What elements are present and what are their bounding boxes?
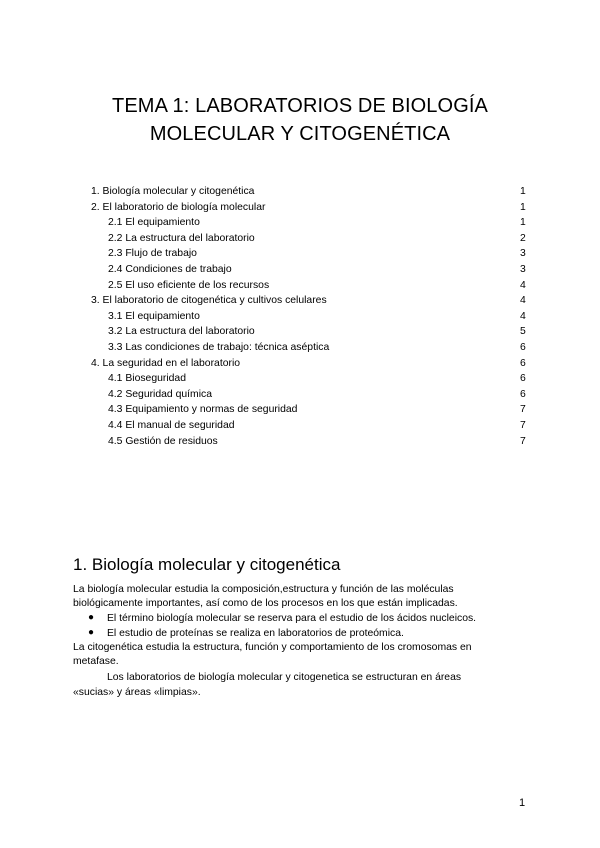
toc-entry[interactable]	[0, 215, 600, 231]
bullet-icon: ●	[88, 627, 95, 638]
toc-entry-page: 5	[520, 326, 526, 338]
toc-entry-label: 3. El laboratorio de citogenética y cultivos celulares	[91, 295, 327, 307]
paragraph-line: Los laboratorios de biología molecular y citogenetica se estructuran en áreas	[107, 672, 462, 683]
toc-entry-label: 2.1 El equipamiento	[108, 217, 200, 229]
toc-entry-page: 3	[520, 264, 526, 275]
toc-entry-page: 6	[520, 342, 526, 353]
toc-entry[interactable]	[0, 246, 600, 262]
toc-entry-label: 3.3 Las condiciones de trabajo: técnica aséptica	[108, 342, 330, 353]
toc-entry[interactable]	[0, 309, 600, 325]
toc-entry-page: 6	[520, 357, 526, 369]
toc-entry-label: 4.5 Gestión de residuos	[108, 435, 218, 447]
toc-entry[interactable]	[0, 324, 600, 340]
toc-entry-label: 2.2 La estructura del laboratorio	[108, 232, 255, 244]
bullet-icon: ●	[88, 612, 95, 623]
page-number: 1	[519, 797, 526, 809]
toc-entry-label: 4.1 Bioseguridad	[108, 373, 186, 385]
toc-entry[interactable]	[0, 278, 600, 294]
toc-entry-label: 4. La seguridad en el laboratorio	[91, 357, 241, 369]
toc-entry-page: 4	[520, 310, 526, 322]
paragraph-line: La citogenética estudia la estructura, función y comportamiento de los cromosomas en	[73, 642, 472, 653]
toc-entry[interactable]	[0, 184, 600, 200]
toc-entry-page: 6	[520, 373, 526, 385]
title-line-1: TEMA 1: LABORATORIOS DE BIOLOGÍA	[112, 95, 488, 117]
toc-entry[interactable]	[0, 418, 600, 434]
toc-entry-label: 3.2 La estructura del laboratorio	[108, 326, 255, 338]
toc-entry-label: 3.1 El equipamiento	[108, 310, 200, 322]
list-item: El estudio de proteínas se realiza en laboratorios de proteómica.	[107, 628, 404, 639]
document-title	[0, 92, 600, 148]
toc-entry[interactable]	[0, 402, 600, 418]
toc-entry-page: 1	[520, 186, 526, 197]
toc-entry[interactable]	[0, 340, 600, 356]
toc-entry-label: 2.4 Condiciones de trabajo	[108, 264, 232, 275]
toc-entry-page: 3	[520, 248, 526, 260]
toc-entry-page: 7	[520, 404, 526, 416]
toc-entry-page: 7	[520, 420, 526, 431]
toc-entry-label: 4.2 Seguridad química	[108, 388, 212, 400]
toc-entry-label: 1. Biología molecular y citogenética	[91, 186, 255, 197]
paragraph-line: metafase.	[73, 656, 119, 667]
toc-entry-label: 4.4 El manual de seguridad	[108, 420, 235, 431]
toc-entry-label: 2. El laboratorio de biología molecular	[91, 201, 266, 213]
toc-entry-page: 4	[520, 295, 526, 307]
toc-entry-page: 6	[520, 388, 526, 400]
toc-entry[interactable]	[0, 371, 600, 387]
paragraph-line: biológicamente importantes, así como de los procesos en los que están implicadas.	[73, 598, 458, 609]
toc-entry[interactable]	[0, 387, 600, 403]
toc-entry[interactable]	[0, 262, 600, 278]
toc-entry[interactable]	[0, 434, 600, 450]
title-line-2: MOLECULAR Y CITOGENÉTICA	[149, 123, 451, 145]
toc-entry-label: 4.3 Equipamiento y normas de seguridad	[108, 404, 298, 416]
toc-entry-page: 2	[520, 232, 526, 244]
toc-entry-page: 7	[520, 435, 526, 447]
toc-entry-page: 4	[520, 279, 526, 291]
list-item: El término biología molecular se reserva para el estudio de los ácidos nucleicos.	[107, 613, 477, 624]
toc-entry-label: 2.5 El uso eficiente de los recursos	[108, 279, 270, 291]
paragraph-line: «sucias» y áreas «limpias».	[73, 687, 201, 698]
toc-entry-page: 1	[520, 201, 526, 213]
toc-entry[interactable]	[0, 293, 600, 309]
toc-entry[interactable]	[0, 231, 600, 247]
paragraph-line: La biología molecular estudia la composición,estructura y función de las moléculas	[73, 584, 454, 595]
section-heading: 1. Biología molecular y citogenética	[73, 555, 341, 574]
toc-entry-label: 2.3 Flujo de trabajo	[108, 248, 197, 260]
toc-entry[interactable]	[0, 200, 600, 216]
toc-entry-page: 1	[520, 217, 526, 229]
toc-entry[interactable]	[0, 356, 600, 372]
